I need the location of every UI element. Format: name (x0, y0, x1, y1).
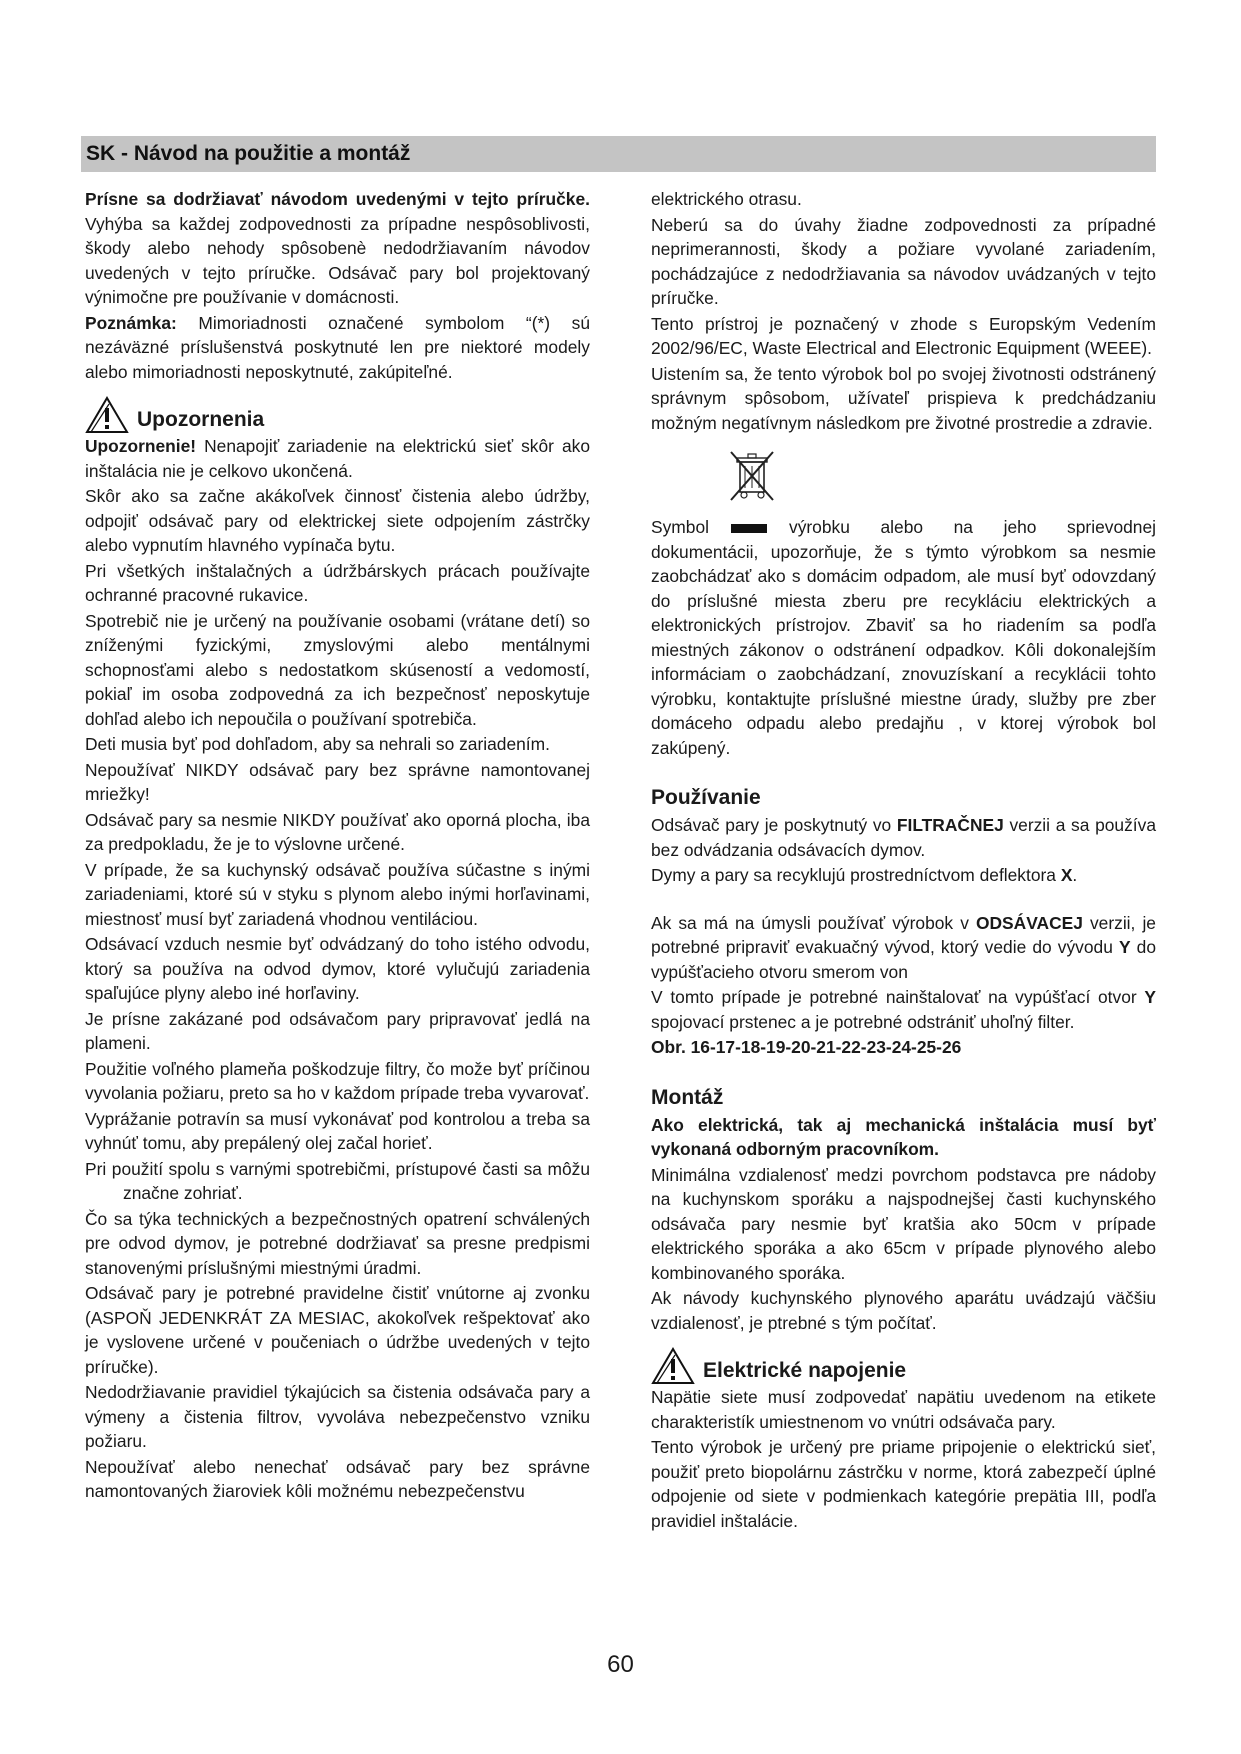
usage-text: . (1072, 865, 1078, 885)
usage-text: Dymy a pary sa recyklujú prostredníctvom deflektora (651, 865, 1061, 885)
paragraph: Deti musia byť pod dohľadom, aby sa nehrali so zariadením. (85, 734, 550, 754)
page-number: 60 (607, 1651, 634, 1678)
paragraph: Spotrebič nie je určený na používanie osobami (vrátane detí) so zníženými fyzickými, zmyslovými alebo mentálnymi schopnosťami alebo s nedostatkom skúseností a vedomostí, pokiaľ im osoba zodpovedná za ich bezpečnosť neposkytuje dohľad alebo ich nepoučila o používaní spotrebiča. (85, 610, 590, 729)
symbol-word: Symbol (651, 517, 709, 537)
section-title: SK - Návod na použitie a montáž (86, 142, 411, 165)
left-column (85, 187, 590, 1505)
paragraph: Čo sa týka technických a bezpečnostných opatrení schválených pre odvod dymov, je potrebné dodržiavať sa presne predpismi stanovenými príslušnými miestnými úradmi. (85, 1208, 590, 1278)
warnings-heading (85, 396, 590, 434)
usage-title: Používanie (651, 786, 761, 809)
paragraph: Odsávač pary je potrebné pravidelne čistiť vnútorne aj zvonku (ASPOŇ JEDENKRÁT ZA MESIAC, akokoľvek rešpektovať ako je vyslovene určené v poučeniach o údržbe uvedených v tejto príručke). (85, 1283, 590, 1377)
warning-triangle-icon (85, 396, 129, 434)
paragraph: Odsávač pary sa nesmie NIKDY používať ako oporná plocha, iba za predpokladu, že je to výslovne určené. (85, 809, 590, 854)
symbol-paragraph (651, 515, 1156, 760)
paragraph: Je prísne zakázané pod odsávačom pary pripravovať jedlá na plameni. (85, 1008, 590, 1053)
usage-text: verzii, je potrebné pripraviť evakuačný vývod, ktorý vedie do vývodu (651, 912, 1156, 957)
warning-label: Upozornenie! (85, 436, 197, 456)
paragraph: Skôr ako sa začne akákoľvek činnosť čistenia alebo údržby, odpojiť odsávač pary od elektrickej siete odpojením zástrčky alebo vypnutím hlavného vypínača bytu. (85, 486, 590, 555)
usage-bold: FILTRAČNEJ (896, 815, 1004, 835)
warning-text: Nenapojiť zariadenie na elektrickú sieť skôr ako inštalácia nie je celkovo ukončená. (85, 436, 590, 481)
electrical-paragraph: Tento výrobok je určený pre priame pripojenie o elektrickú sieť, použiť preto biopolárnu zástrčku v norme, ktorá zabezpečí úplné odpojenie od siete v podmienkach kategórie prepätia III, podľa pravidiel inštalácie. (651, 1437, 1156, 1531)
electrical-title: Elektrické napojenie (703, 1359, 907, 1382)
note-paragraph (85, 311, 590, 385)
warning-triangle-icon (651, 1347, 695, 1385)
usage-bold: Y (1118, 937, 1131, 957)
usage-paragraph (651, 911, 1156, 985)
usage-bold: X (1060, 865, 1073, 885)
weee-paragraph: Uistením sa, že tento výrobok bol po svojej životnosti odstránený správnym spôsobom, užívateľ prispieva k predchádzaniu možným negatívnym následkom pre životné prostredie a zdravie. (651, 363, 1156, 433)
paragraph: Nepoužívať NIKDY odsávač pary bez správne namontovanej mriežky! (85, 759, 590, 804)
crossed-bin-icon (723, 448, 781, 506)
note-text: Mimoriadnosti označené symbolom “(*) sú nezáväzné príslušenstvá poskytnuté len pre niektoré modely alebo mimoriadnosti neposkytnuté, zakúpiteľné. (85, 312, 590, 382)
usage-paragraph (651, 863, 1156, 888)
paragraph: Použitie voľného plameňa poškodzuje filtry, čo može byť príčinou vyvolania požiaru, preto sa ho v každom prípade treba vyvarovať. (85, 1058, 590, 1103)
intro-paragraph (85, 187, 590, 310)
right-column (651, 187, 1156, 1534)
intro-text: Vyhýba sa každej zodpovednosti za prípadne nespôsoblivosti, škody alebo nehody spôsobenè nedodržiavaním návodov uvedených v tejto príručke. Odsávač pary bol projektovaný výnimočne pre používanie v domácnosti. (85, 213, 590, 307)
mounting-bold-text: Ako elektrická, tak aj mechanická inštalácia musí byť vykonaná odborným pracovníkom. (651, 1114, 1156, 1159)
usage-text: spojovací prstenec a je potrebné odstrániť uhoľný filter. (651, 1011, 1075, 1032)
paragraph: Nedodržiavanie pravidiel týkajúcich sa čistenia odsávača pary a výmeny a čistenia filtrov, vyvoláva nebezpečenstvo vzniku požiaru. (85, 1382, 590, 1451)
usage-bold: Y (1144, 987, 1156, 1007)
liability-paragraph: Neberú sa do úvahy žiadne zodpovednosti za prípadné neprimerannosti, škody a požiare vyvolané zariadením, pochádzajúce z nedodržiavania sa návodov uvádzaných v tejto príručke. (651, 214, 1156, 308)
mounting-paragraph: Minimálna vzdialenosť medzi povrchom podstavca pre nádoby na kuchynskom sporáku a najspodnejšej časti kuchynského odsávača pary nesmie byť kratšia ako 50cm v prípade elektrického sporáka a ako 65cm v prípade plynového alebo kombinovaného sporáka. (651, 1164, 1156, 1283)
usage-paragraph (651, 985, 1156, 1034)
usage-text: V tomto prípade je potrebné nainštalovať na vypúšťací otvor (651, 987, 1145, 1007)
usage-text: Odsávač pary je poskytnutý vo (651, 815, 897, 835)
black-bar-icon (731, 524, 767, 533)
figure-reference-text: Obr. 16-17-18-19-20-21-22-23-24-25-26 (651, 1037, 962, 1057)
usage-paragraph (651, 813, 1156, 862)
hanging-paragraph: Pri použití spolu s varnými spotrebičmi, prístupové časti sa môžu značne zohriať. (85, 1158, 590, 1203)
weee-paragraph: Tento prístroj je poznačený v zhode s Europským Vedením 2002/96/EC, Waste Electrical and Electronic Equipment (WEEE). (651, 313, 1156, 358)
note-label: Poznámka: (85, 312, 177, 333)
mounting-paragraph: Ak návody kuchynského plynového aparátu uvádzajú väčšiu vzdialenosť, je ptrebné s tým počítať. (651, 1288, 1156, 1333)
usage-text: verzii a sa používa bez odvádzania odsávacích dymov. (651, 815, 1156, 860)
continuation-text: elektrického otrasu. (651, 189, 802, 209)
paragraph: V prípade, že sa kuchynský odsávač používa súčastne s inými zariadeniami, ktoré sú v styku s plynom alebo inými horľavinami, miestnosť musí byť zariadená vhodnou ventiláciou. (85, 859, 590, 929)
figure-reference (651, 1035, 1156, 1060)
warnings-title: Upozornenia (137, 408, 265, 431)
paragraph: Odsávací vzduch nesmie byť odvádzaný do toho istého odvodu, ktorý sa používa na odvod dymov, ktoré vylučujú zariadenia spaľujúce plyny alebo iné horľaviny. (85, 934, 590, 1003)
symbol-text: výrobku alebo na jeho sprievodnej dokumentácii, upozorňuje, že s týmto výrobkom sa nesmie zaobchádzať ako s domácim odpadom, ale musí byť odovzdaný do príslušné miesta zberu pre recykláciu elektrických a elektronických prístrojov. Zbaviť sa ho riadením sa podľa miestných zákonov o odstránení odpadkov. Kôli dokonalejším informáciam o zaobchádzaní, znovuzískaní a recyklácii tohto výrobku, kontaktujte príslušné miestne úrady, služby pre zber domáceho odpadu alebo predajňu , v ktorej výrobok bol zakúpený. (651, 517, 1156, 758)
intro-bold: Prísne sa dodržiavať návodom uvedenými v tejto príručke. (85, 189, 590, 209)
usage-text: do vypúšťacieho otvoru smerom von (651, 937, 1156, 982)
paragraph: Vyprážanie potravín sa musí vykonávať pod kontrolou a treba sa vyhnúť tomu, aby prepálený olej začal horieť. (85, 1108, 590, 1153)
usage-text: Ak sa má na úmysli používať výrobok v (651, 912, 976, 933)
mounting-title: Montáž (651, 1085, 724, 1109)
section-header-bar (81, 136, 1156, 172)
mounting-bold-paragraph (651, 1113, 1156, 1162)
warning-paragraph (85, 434, 590, 483)
paragraph: Nepoužívať alebo nenechať odsávač pary bez správne namontovaných žiaroviek kôli možnému nebezpečenstvu (85, 1456, 590, 1501)
electrical-paragraph: Napätie siete musí zodpovedať napätiu uvedenom na etikete charakteristík umiestnenom vo vnútri odsávača pary. (651, 1387, 1156, 1432)
electrical-heading (651, 1347, 1156, 1385)
paragraph: Pri všetkých inštalačných a údržbárskych prácach používajte ochranné pracovné rukavice. (85, 560, 590, 605)
usage-bold: ODSÁVACEJ (975, 912, 1083, 933)
